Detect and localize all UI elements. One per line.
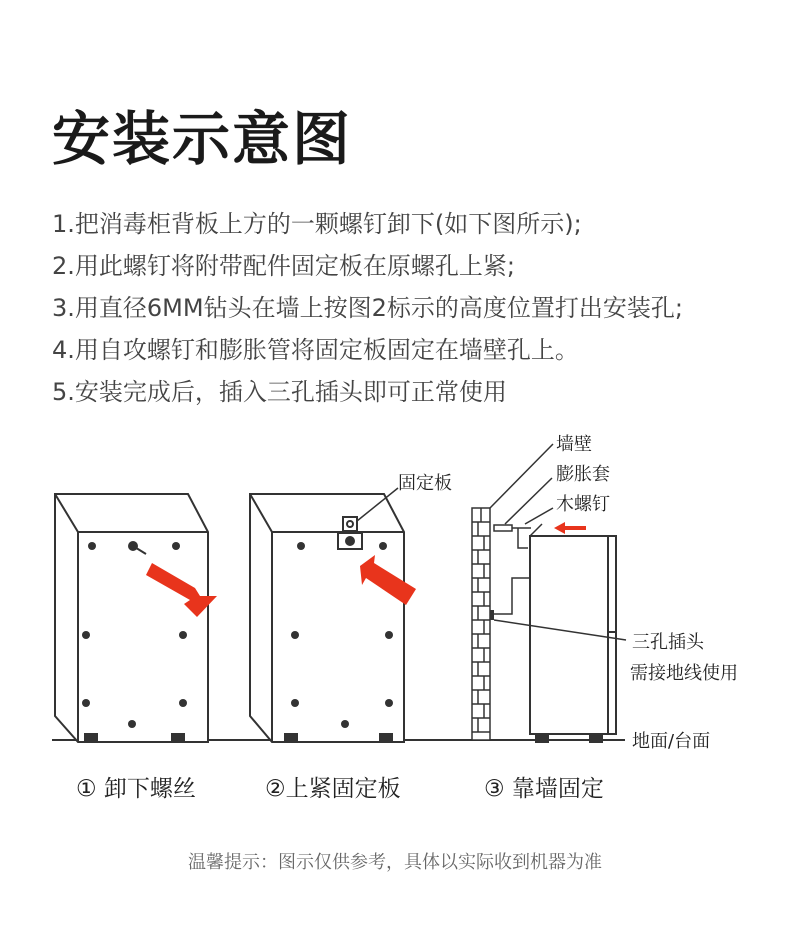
wall-label: 墙壁 <box>556 434 592 455</box>
power-cord <box>492 578 530 614</box>
instruction-step: 1.把消毒柜背板上方的一颗螺钉卸下(如下图所示); <box>52 210 582 238</box>
page-title: 安装示意图 <box>52 105 353 173</box>
disclaimer-note: 温馨提示：图示仅供参考，具体以实际收到机器为准 <box>188 852 602 873</box>
instruction-step: 3.用直径6MM钻头在墙上按图2标示的高度位置打出安装孔; <box>52 294 683 322</box>
anchor-label: 膨胀套 <box>556 464 610 485</box>
small-arrow-icon <box>554 522 586 534</box>
instruction-step: 2.用此螺钉将附带配件固定板在原螺孔上紧; <box>52 252 515 280</box>
cabinet-3 <box>530 536 616 742</box>
brick-wall <box>472 508 490 740</box>
instruction-step: 4.用自攻螺钉和膨胀管将固定板固定在墙壁孔上。 <box>52 336 579 364</box>
ground-note-label: 需接地线使用 <box>630 663 738 684</box>
plate-label: 固定板 <box>398 473 452 494</box>
caption-step-1: ① 卸下螺丝 <box>76 776 196 802</box>
floor-label: 地面/台面 <box>632 731 711 752</box>
wall-leader-line <box>490 444 553 508</box>
instruction-list <box>52 203 683 413</box>
caption-step-3: ③ 靠墙固定 <box>484 776 604 802</box>
plug-label: 三孔插头 <box>632 632 704 653</box>
caption-step-2: ②上紧固定板 <box>265 776 401 802</box>
plug-icon <box>490 610 494 620</box>
cabinet-2 <box>250 494 404 742</box>
screw-label: 木螺钉 <box>556 494 610 515</box>
instruction-step: 5.安装完成后，插入三孔插头即可正常使用 <box>52 378 507 406</box>
installation-diagram <box>0 420 790 760</box>
screw-leader-line <box>525 508 553 524</box>
